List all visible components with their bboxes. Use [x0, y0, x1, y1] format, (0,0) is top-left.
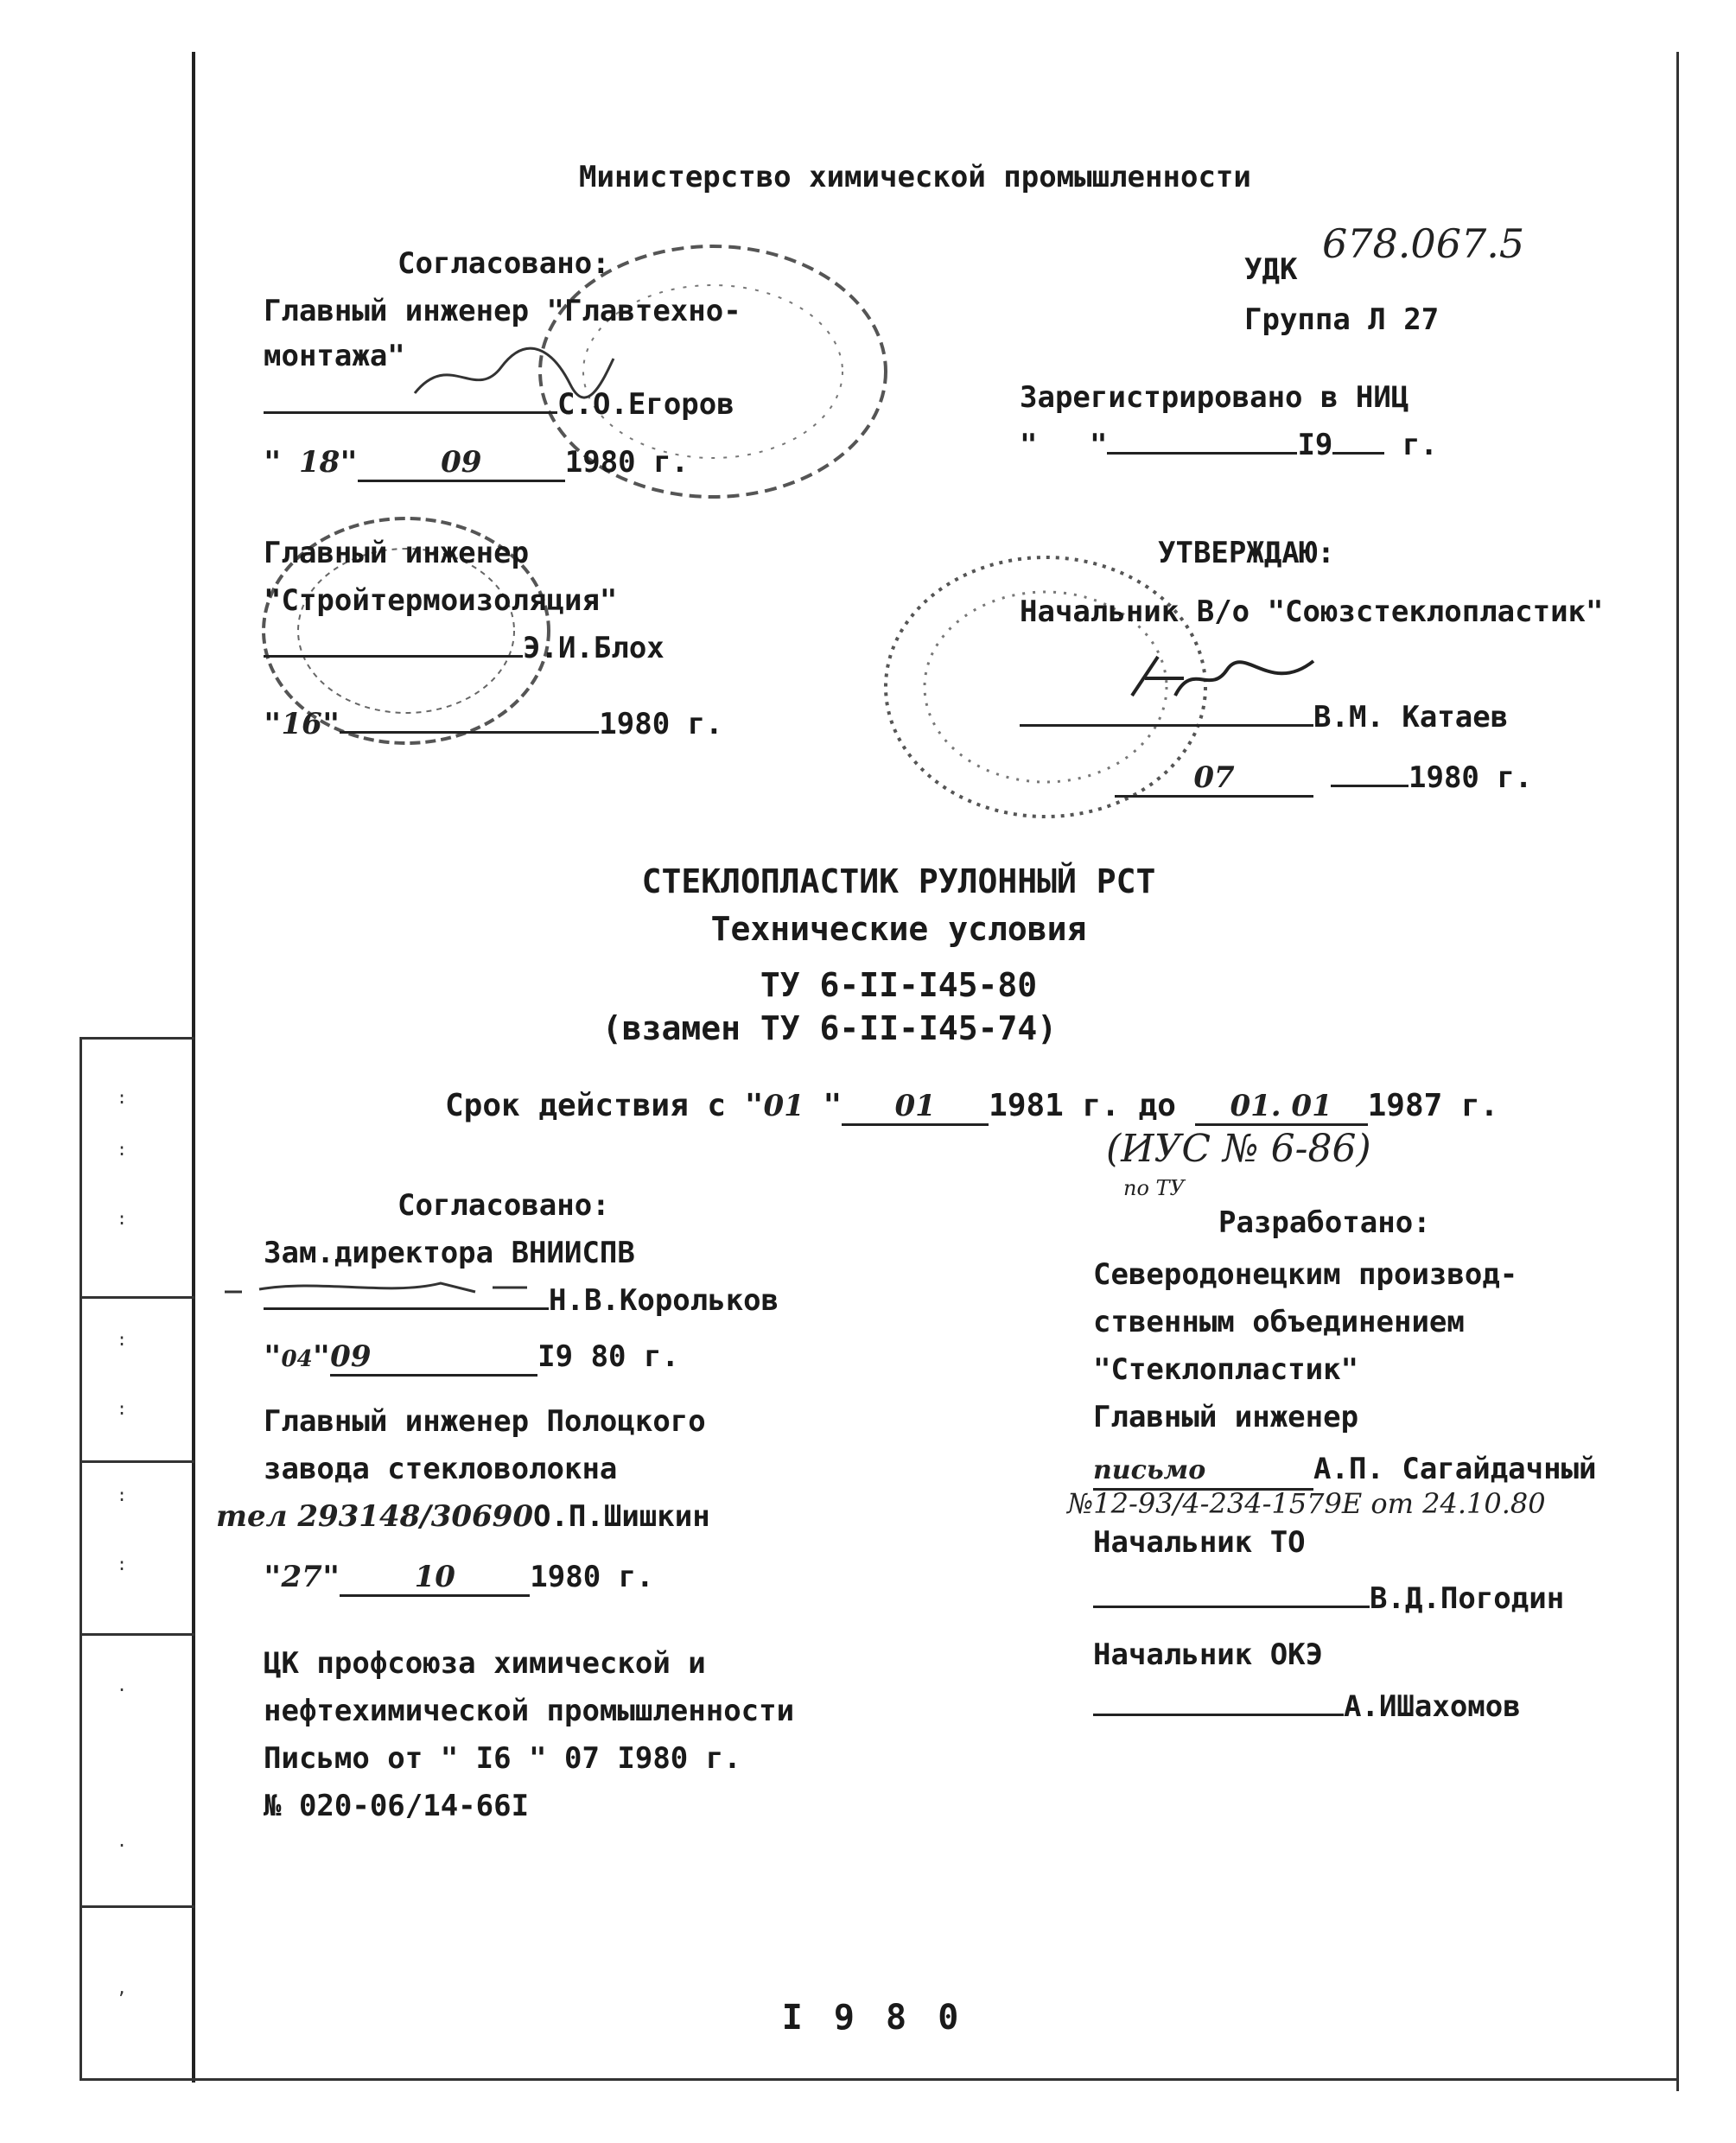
udk-label: УДК [1244, 252, 1298, 287]
validity-period: Срок действия с "01 " 01 1981 г. до 01. 01 1987 г. [445, 1089, 1498, 1126]
union-line2: нефтехимической промышленности [264, 1694, 795, 1728]
agreed-heading-1: Согласовано: [397, 246, 610, 281]
signature-egorov [397, 341, 622, 410]
replaces-code: (взамен ТУ 6-II-I45-74) [601, 1009, 1058, 1047]
registration-label: Зарегистрировано в НИЦ [1020, 380, 1409, 415]
approval-1-line1: Главный инженер "Главтехно- [264, 294, 741, 328]
agreed-signature-line-1 [264, 1283, 779, 1318]
approved-name: В.М. Катаев [1313, 700, 1509, 734]
registration-date: " " I9 г. [1020, 428, 1438, 462]
approved-line1: Начальник В/о "Союзстеклопластик" [1020, 595, 1604, 629]
document-code: ТУ 6-II-I45-80 [760, 966, 1038, 1004]
approval-1-date: " 18" 09 1980 г. [264, 445, 689, 482]
developed-heading: Разработано: [1218, 1205, 1431, 1240]
union-line3: Письмо от " I6 " 07 I980 г. [264, 1741, 741, 1776]
document-title: СТЕКЛОПЛАСТИК РУЛОННЫЙ РСТ [641, 862, 1156, 900]
binding-stripe: : : : : : : : . . , [79, 1037, 194, 2078]
udk-value: 678.067.5 [1322, 220, 1525, 267]
approval-2-line2: "Стройтермоизоляция" [264, 583, 618, 618]
agreed-heading-2: Согласовано: [397, 1188, 610, 1223]
approval-1-line2: монтажа" [264, 339, 405, 373]
group-code: Группа Л 27 [1244, 302, 1440, 337]
union-line1: ЦК профсоюза химической и [264, 1646, 706, 1681]
developed-signature-line-1: письмо А.П. Сагайдачный [1093, 1452, 1597, 1491]
approved-signature-line [1020, 700, 1508, 734]
approved-date: 07 1980 г. [1115, 760, 1532, 798]
agreed-signature-line-2: тел 293148/30690О.П.Шишкин [216, 1499, 710, 1534]
approval-2-signature-line [264, 631, 665, 665]
approval-2-date: "16" 1980 г. [264, 707, 723, 741]
developed-line4: Главный инженер [1093, 1400, 1359, 1434]
agreed-line3: завода стекловолокна [264, 1452, 618, 1486]
approval-2-name: Э.И.Блох [523, 631, 665, 665]
agreed-date-2: "27" 10 1980 г. [264, 1560, 654, 1597]
agreed-line1: Зам.директора ВНИИСПВ [264, 1236, 635, 1270]
developed-line5: Начальник ТО [1093, 1525, 1306, 1560]
developed-handwritten-ref: №12-93/4-234-1579Е от 24.10.80 [1067, 1487, 1546, 1520]
approval-2-line1: Главный инженер [264, 536, 530, 570]
developed-signature-line-3: А.ИШахомов [1093, 1689, 1521, 1724]
developed-line3: "Стеклопластик" [1093, 1352, 1359, 1387]
page-border-bottom [79, 2078, 1678, 2081]
ministry-name: Министерство химической промышленности [579, 160, 1251, 194]
developed-line1: Северодонецким производ- [1093, 1257, 1518, 1292]
validity-handwritten-note: (ИУС № 6-86) [1106, 1127, 1371, 1171]
footer-year: I 9 8 0 [781, 1998, 964, 2038]
document-subtitle: Технические условия [710, 910, 1087, 948]
agreed-date-1: "04"09 I9 80 г. [264, 1339, 679, 1377]
agreed-name-1: Н.В.Корольков [549, 1283, 779, 1318]
union-line4: № 020-06/14-66I [264, 1789, 530, 1823]
approved-heading: УТВЕРЖДАЮ: [1158, 536, 1335, 570]
validity-handwritten-note-2: по ТУ [1123, 1176, 1185, 1200]
approval-1-name: С.О.Егоров [557, 387, 734, 422]
developed-signature-line-2: В.Д.Погодин [1093, 1581, 1564, 1616]
agreed-line2: Главный инженер Полоцкого [264, 1404, 706, 1439]
developed-line6: Начальник ОКЭ [1093, 1637, 1324, 1672]
developed-line2: ственным объединением [1093, 1305, 1465, 1339]
page-border-right [1676, 52, 1679, 2091]
